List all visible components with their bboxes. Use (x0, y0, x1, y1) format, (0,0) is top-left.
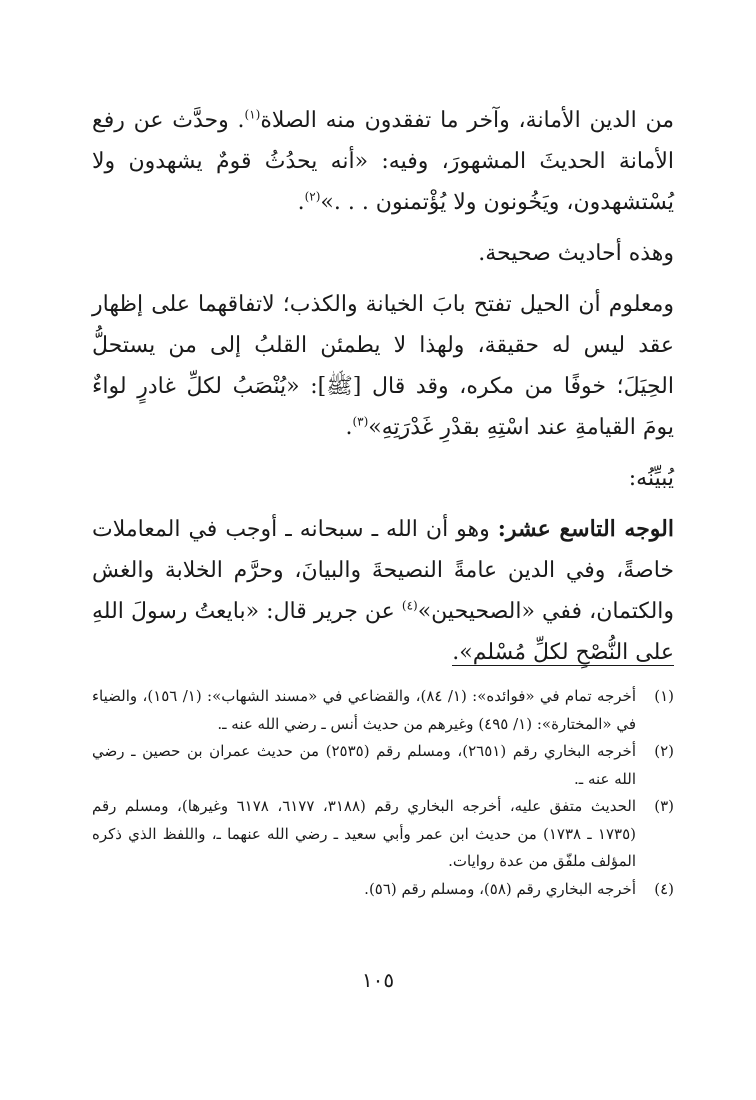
footnote-number: (٢) (654, 742, 674, 760)
footnotes (92, 683, 674, 903)
footnote-ref-2[interactable]: (٢) (304, 189, 321, 204)
footnote-ref-3[interactable]: (٣) (352, 414, 369, 429)
footnote-text: الحديث متفق عليه، أخرجه البخاري رقم (٣١٨٨، ٦١٧٧، ٦١٧٨ وغيرها)، ومسلم رقم (١٧٣٥ ـ ١٧٣٨) من حديث ابن عمر وأبي سعيد ـ رضي الله عنهما ـ، واللفظ الذي ذكره المؤلف ملفّق من عدة روايات. (92, 797, 637, 870)
footnote-4 (92, 876, 674, 904)
paragraph-2: وهذه أحاديث صحيحة. (478, 241, 674, 266)
footnote-ref-4[interactable]: (٤) (401, 598, 418, 613)
footnote-text: أخرجه البخاري رقم (٢٦٥١)، ومسلم رقم (٢٥٣٥) من حديث عمران بن حصين ـ رضي الله عنه ـ. (92, 742, 636, 788)
footnote-text: أخرجه البخاري رقم (٥٨)، ومسلم رقم (٥٦). (364, 879, 636, 898)
section-heading: الوجه التاسع عشر: (497, 516, 674, 542)
footnote-text: أخرجه تمام في «فوائده»: (١/ ٨٤)، والقضاعي في «مسند الشهاب»: (١/ ١٥٦)، والضياء في «المختارة»: (١/ ٤٩٥) وغيرهم من حديث أنس ـ رضي الله عنه ـ. (92, 687, 636, 733)
paragraph-3: ومعلوم أن الحيل تفتح بابَ الخيانة والكذب؛ لاتفاقهما على إظهار عقد ليس له حقيقة، ولهذا لا يطمئن القلبُ إلى من يستحلُّ الحِيَلَ؛ خوفًا من مكره، وقد قال [ﷺ]: «يُنْصَبُ لكلِّ غادرٍ لواءٌ يومَ القيامةِ عند اسْتِهِ بقدْرِ غَدْرَتِهِ»$^{(٣)}$. (92, 292, 674, 440)
main-text (92, 100, 674, 683)
footnote-ref-1[interactable]: (١) (244, 107, 261, 122)
footnote-separator (452, 665, 674, 666)
footnote-3 (92, 793, 674, 876)
page-number: ١٠٥ (361, 968, 395, 992)
footnote-2 (92, 738, 674, 793)
footnote-number: (٣) (654, 797, 674, 815)
paragraph-4: يُبيِّنُه: (628, 466, 674, 491)
footnote-1 (92, 683, 674, 738)
footnote-number: (٤) (654, 879, 674, 898)
footnote-number: (١) (654, 687, 674, 705)
paragraph-5: الوجه التاسع عشر: وهو أن الله ـ سبحانه ـ أوجب في المعاملات خاصةً، وفي الدين عامةً النصيحةَ والبيانَ، وحرَّم الخلابة والغش والكتمان، ففي «الصحيحين»$^{(٤)}$ عن جرير قال: «بايعتُ رسولَ اللهِ على النُّصْحِ لكلِّ مُسْلم». (92, 516, 675, 665)
paragraph-1: من الدين الأمانة، وآخر ما تفقدون منه الصلاة$^{(١)}$. وحدَّث عن رفع الأمانة الحديثَ المشهورَ، وفيه: «أنه يحدُثُ قومٌ يشهدون ولا يُسْتشهدون، ويَخُونون ولا يُؤْتمنون . . .»$^{(٢)}$. (92, 107, 674, 215)
